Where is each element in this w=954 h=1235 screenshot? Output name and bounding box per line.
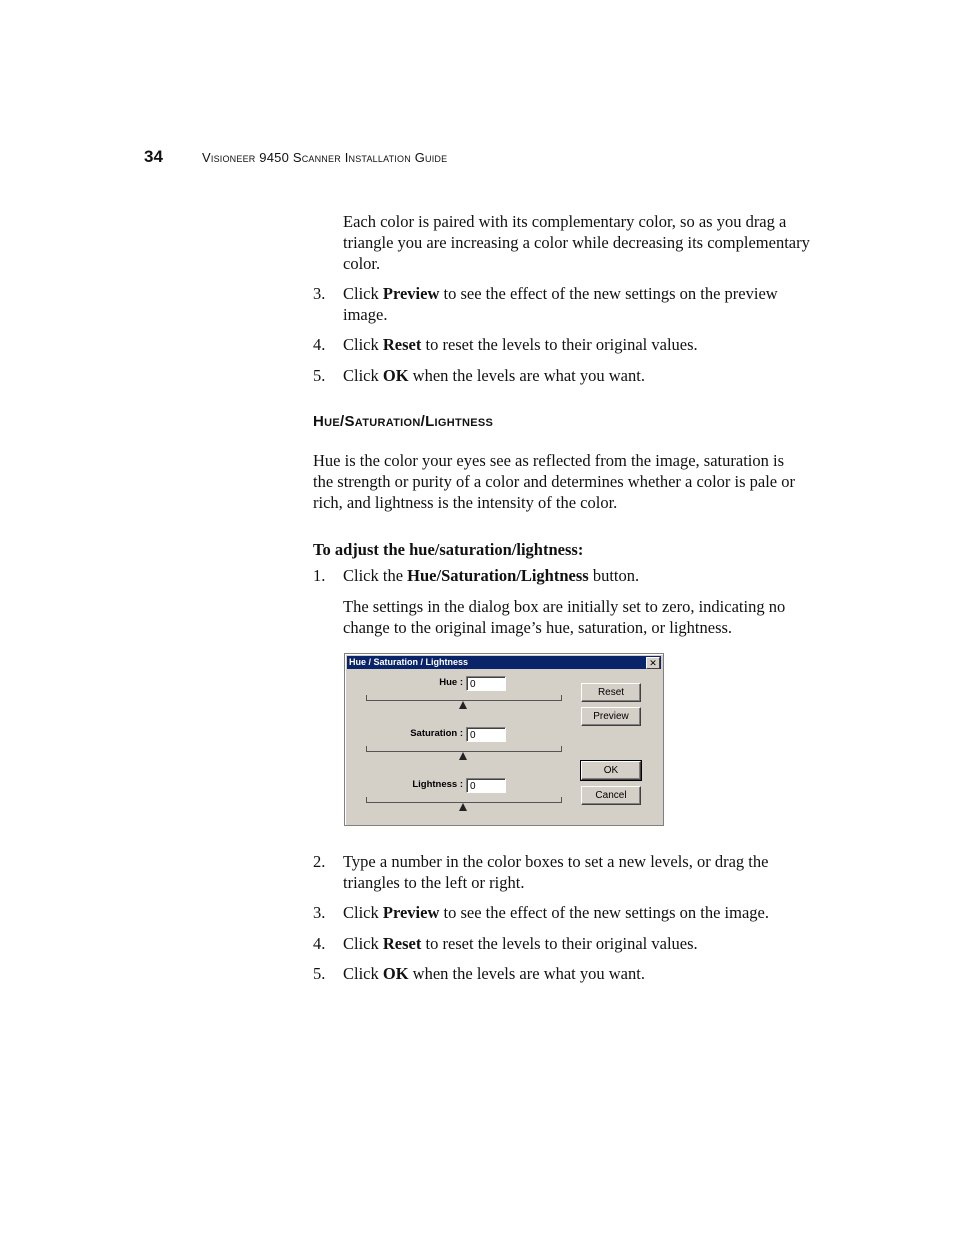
preview-button[interactable]: Preview xyxy=(581,707,641,726)
lightness-label: Lightness : xyxy=(412,779,463,790)
close-icon[interactable]: ✕ xyxy=(646,657,660,669)
page-number: 34 xyxy=(144,147,163,166)
saturation-slider-thumb-icon[interactable] xyxy=(459,752,467,760)
step-number: 1. xyxy=(313,566,326,585)
step-text-post: when the levels are what you want. xyxy=(408,964,645,983)
step-text-bold: Preview xyxy=(382,284,440,303)
procedure-heading: To adjust the hue/saturation/lightness: xyxy=(313,540,584,559)
step-text-pre: Click xyxy=(343,335,383,354)
step-text-pre: Click xyxy=(343,934,383,953)
step-text xyxy=(343,933,818,954)
step-text-pre: Click xyxy=(343,964,383,983)
step-number: 5. xyxy=(313,964,326,983)
section-title: Hue/Saturation/Lightness xyxy=(313,413,494,430)
step-text xyxy=(343,334,818,355)
step-text-pre: Click the xyxy=(343,566,408,585)
step-text xyxy=(343,565,818,586)
step-text-bold: OK xyxy=(382,964,409,983)
hue-input[interactable]: 0 xyxy=(466,676,506,691)
step-text xyxy=(343,963,818,984)
lightness-input[interactable]: 0 xyxy=(466,778,506,793)
step-text-pre: Click xyxy=(343,903,383,922)
step-number: 4. xyxy=(313,934,326,953)
step-number: 4. xyxy=(313,335,326,354)
step-number: 3. xyxy=(313,903,326,922)
step-text xyxy=(343,851,818,893)
step-number: 5. xyxy=(313,366,326,385)
step-text-post: to see the effect of the new settings on the preview image. xyxy=(343,284,778,324)
dialog-title: Hue / Saturation / Lightness xyxy=(349,657,469,667)
step-text-pre: Click xyxy=(343,366,383,385)
cancel-button[interactable]: Cancel xyxy=(581,786,641,805)
step-text-post: to reset the levels to their original values. xyxy=(421,335,698,354)
step-text-pre: Click xyxy=(343,284,383,303)
step-number: 3. xyxy=(313,284,326,303)
step-text-bold: Preview xyxy=(382,903,440,922)
lightness-slider-thumb-icon[interactable] xyxy=(459,803,467,811)
intro-paragraph: Each color is paired with its complementary color, so as you drag a triangle you are increasing a color while decreasing its complementary color. xyxy=(343,212,810,273)
saturation-label: Saturation : xyxy=(410,728,463,739)
step-text-pre: Type a number in the color boxes to set a new levels, or drag the triangles to the left or right. xyxy=(343,852,769,892)
reset-button[interactable]: Reset xyxy=(581,683,641,702)
ok-button[interactable]: OK xyxy=(581,761,641,780)
step-text-bold: OK xyxy=(382,366,409,385)
step-text-post: to see the effect of the new settings on the image. xyxy=(439,903,769,922)
step-text-post: when the levels are what you want. xyxy=(408,366,645,385)
section-body: Hue is the color your eyes see as reflected from the image, saturation is the strength or purity of a color and determines whether a color is pale or rich, and lightness is the intensity of the color. xyxy=(313,451,796,512)
step-text-bold: Hue/Saturation/Lightness xyxy=(407,566,589,585)
step-text-post: button. xyxy=(588,566,640,585)
page-header xyxy=(144,147,844,169)
step-text xyxy=(343,283,818,325)
hue-saturation-lightness-dialog xyxy=(344,653,664,826)
step-note: The settings in the dialog box are initially set to zero, indicating no change to the original image’s hue, saturation, or lightness. xyxy=(343,597,786,637)
step-text-post: to reset the levels to their original values. xyxy=(421,934,698,953)
step-text-bold: Reset xyxy=(382,934,422,953)
hue-slider-thumb-icon[interactable] xyxy=(459,701,467,709)
step-text xyxy=(343,902,818,923)
running-title: Visioneer 9450 Scanner Installation Guide xyxy=(202,150,448,165)
step-text-bold: Reset xyxy=(382,335,422,354)
dialog-titlebar xyxy=(347,656,661,669)
saturation-input[interactable]: 0 xyxy=(466,727,506,742)
step-text xyxy=(343,365,818,386)
hue-label: Hue : xyxy=(439,677,463,688)
step-number: 2. xyxy=(313,852,326,871)
